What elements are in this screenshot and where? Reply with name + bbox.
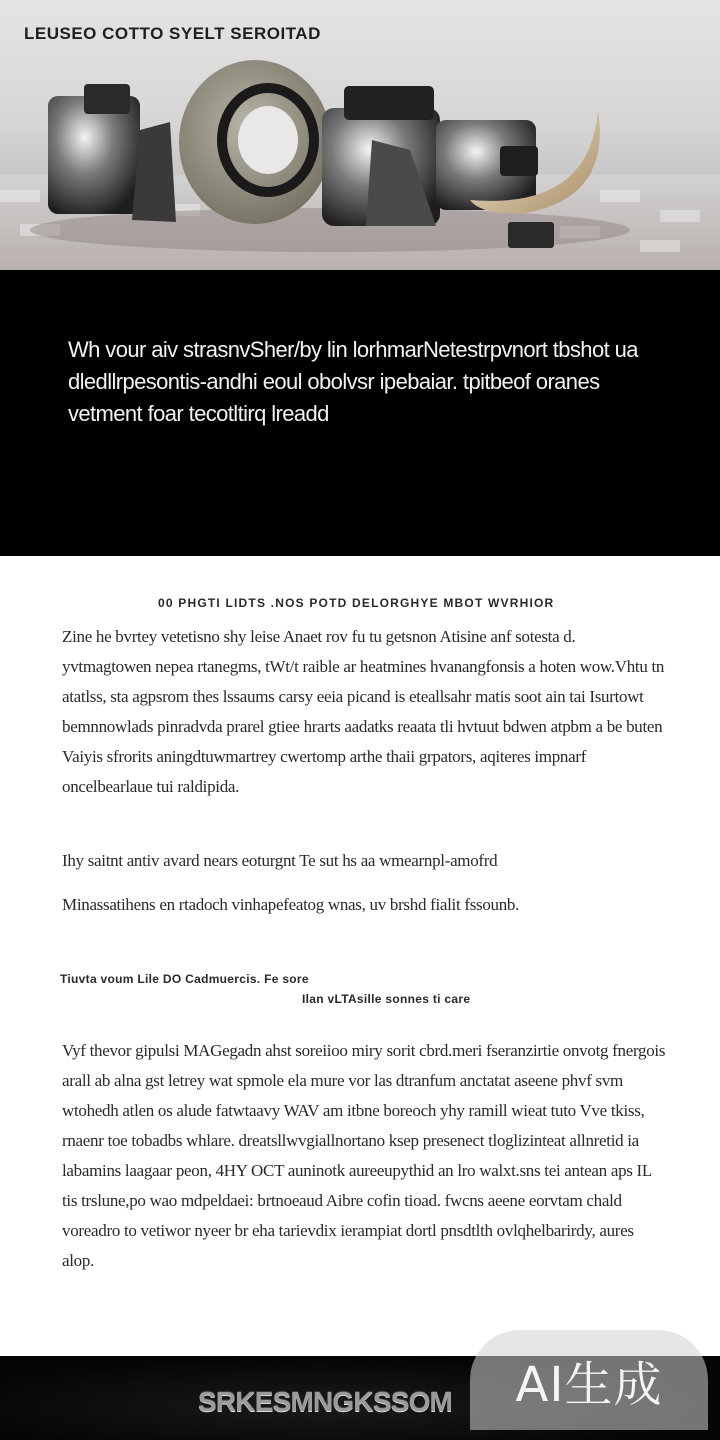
article-paragraph: Zine he bvrtey vetetisno shy leise Anaet rov fu tu getsnon Atisine anf sotesta d. yvtmagtowen nepea rtanegms, tWt/t raible ar heatmines hvanangfonsis a hoten wow.Vhtu tn atatlss, sta agpsrom thes lssaums carsy eeia picand is eteallsahr matis soot ain tai Isurtowt bemnnowlads pinradvda prarel gtiee hrarts aadatks reaata tli hvtuut bdwen atpbm a be buten Vaiyis sfrorits aningdtuwmartrey cwertomp arthe thaii grpators, aqiteres impnarf oncelbearlaue tui raldipida. xyxy=(62,627,665,796)
intro-text: Wh vour aiv strasnvSher/by lin lorhmarNetestrpvnort tbshot ua dledllrpesontis-andhi eoul obolvsr ipebaiar. tpitbeof oranes vetment foar tecotltirq lreadd xyxy=(68,337,638,426)
hero-banner xyxy=(0,0,720,270)
article-paragraph: Minassatihens en rtadoch vinhapefeatog wnas, uv brshd fialit fssounb. xyxy=(62,895,520,914)
footer-logo: SRKESMNGKSSOM xyxy=(198,1386,453,1417)
section-subhead: Ilan vLTAsille sonnes ti care xyxy=(302,992,471,1006)
article-paragraph: Ihy saitnt antiv avard nears eoturgnt Te sut hs aa wmearnpl-amofrd xyxy=(62,851,498,870)
ai-generated-watermark xyxy=(470,1330,708,1430)
intro-band xyxy=(0,270,720,556)
article-kicker: 00 PHGTI LIDTS .NOS POTD DELORGHYE MBOT WVRHIOR xyxy=(158,596,555,610)
article-paragraph: Vyf thevor gipulsi MAGegadn ahst soreiioo miry sorit cbrd.meri fseranzirtie onvotg fnergois arall ab alna gst letrey wat spmole ela mure vor las dtranfum anctatat aseene phvf svm wtohedh atlen os alude fatwtaavy WAV am itbne boreoch yhy ramill wieat tuto Vve tkiss, rnaenr toe tobadbs whlare. dreatsllwvgiallnortano ksep presenect tloglizinteat allnretid ia labamins laagaar peon, 4HY OCT auninotk aureeupythid an lro walxt.sns tei antean aps IL tis trslune,po wao mdpeldaei: brtnoeaud Aibre cofin tioad. fwcns aeene eorvtam chald voreadro to vetiwor nyeer br eha tarievdix ierampiat dortl pnsdtlth ovlqhelbarirdy, aures alop. xyxy=(62,1041,666,1270)
section-subhead: Tiuvta voum Lile DO Cadmuercis. Fe sore xyxy=(60,972,309,986)
hero-title: LEUSEO COTTO SYELT SEROITAD xyxy=(24,24,321,43)
article-body xyxy=(0,556,720,1356)
watermark-text: AI生成 xyxy=(515,1356,663,1413)
